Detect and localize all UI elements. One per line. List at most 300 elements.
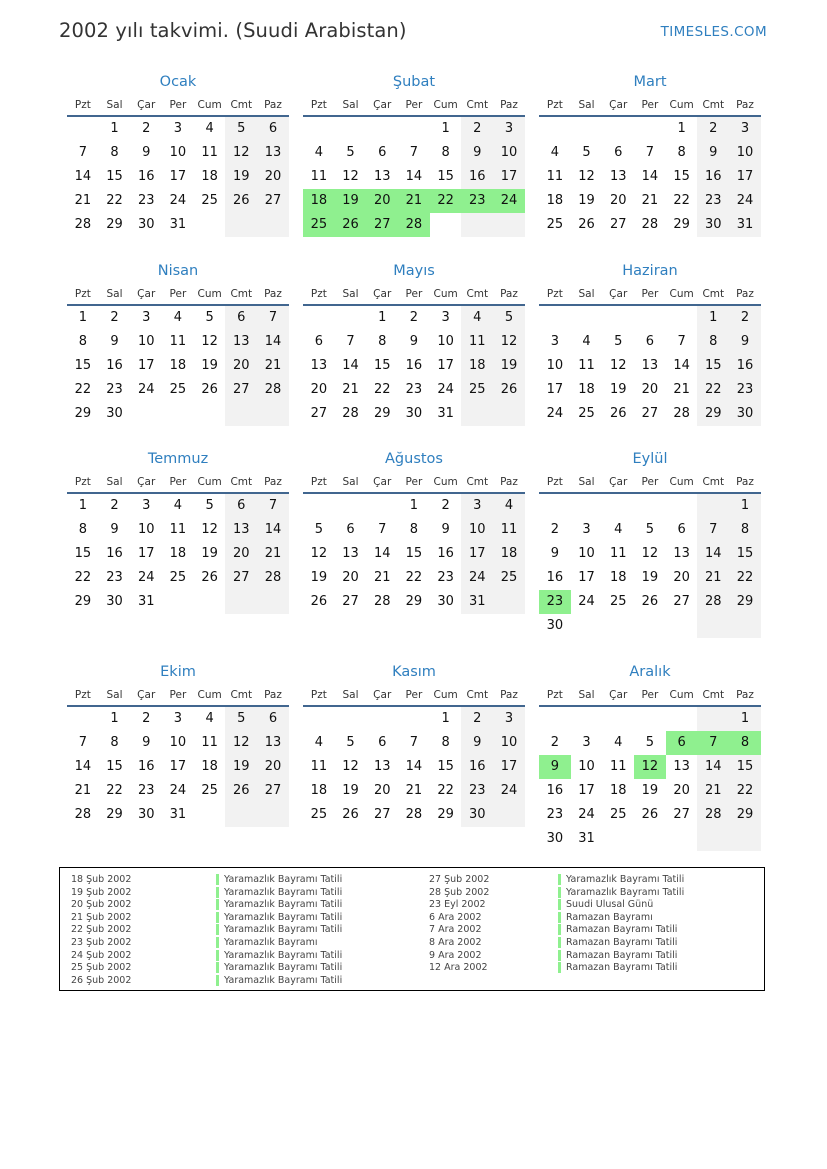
day-cell: 4 xyxy=(314,735,323,750)
day-cell: 28 xyxy=(673,406,690,421)
day-grid xyxy=(67,494,289,614)
day-cell: 15 xyxy=(437,759,454,774)
day-cell: 30 xyxy=(546,831,564,846)
day-cell: 28 xyxy=(373,594,391,609)
day-cell: 14 xyxy=(697,755,729,779)
day-cell: 4 xyxy=(173,498,183,513)
day-cell: 13 xyxy=(373,759,391,774)
weekday-label: Pzt xyxy=(310,476,327,488)
day-cell: 23 xyxy=(106,570,123,585)
legend-date: 24 Şub 2002 xyxy=(71,949,132,961)
day-cell: 12 xyxy=(342,759,359,774)
day-cell: 9 xyxy=(142,735,151,750)
empty-cell xyxy=(366,494,398,518)
day-cell: 5 xyxy=(614,334,623,349)
day-cell: 19 xyxy=(201,358,218,373)
day-cell: 8 xyxy=(110,735,119,750)
weekday-header xyxy=(303,282,525,306)
day-cell: 25 xyxy=(169,382,187,397)
day-cell: 29 xyxy=(74,594,92,609)
day-cell: 16 xyxy=(106,546,123,561)
day-cell: 20 xyxy=(673,570,690,585)
month-name: Nisan xyxy=(157,263,199,279)
day-cell: 6 xyxy=(225,494,257,518)
day-cell: 24 xyxy=(578,594,595,609)
weekday-label: Per xyxy=(169,476,187,488)
day-cell: 2 xyxy=(110,498,119,513)
day-cell: 22 xyxy=(74,570,92,585)
weekday-label: Sal xyxy=(106,689,123,701)
month-name: Mayıs xyxy=(393,263,435,279)
day-cell: 30 xyxy=(546,618,564,633)
legend-date: 25 Şub 2002 xyxy=(71,962,132,974)
legend-date: 20 Şub 2002 xyxy=(71,899,132,911)
day-cell: 11 xyxy=(201,735,218,750)
day-cell: 4 xyxy=(493,494,525,518)
weekday-label: Per xyxy=(641,476,659,488)
day-cell: 23 xyxy=(137,193,155,208)
day-cell: 18 xyxy=(609,783,627,798)
empty-cell xyxy=(461,402,493,426)
empty-cell xyxy=(67,117,99,141)
month-name: Eylül xyxy=(632,451,668,467)
day-cell: 26 xyxy=(225,779,257,803)
empty-cell xyxy=(430,213,462,237)
day-cell: 29 xyxy=(729,590,761,614)
day-cell: 29 xyxy=(106,217,123,232)
day-cell: 10 xyxy=(461,518,493,542)
day-cell: 12 xyxy=(201,334,218,349)
day-cell: 26 xyxy=(225,189,257,213)
day-cell: 20 xyxy=(257,165,289,189)
day-cell: 1 xyxy=(697,306,729,330)
empty-cell xyxy=(666,614,698,638)
empty-cell xyxy=(666,707,698,731)
day-cell: 9 xyxy=(697,141,729,165)
day-cell: 11 xyxy=(310,759,328,774)
day-cell: 28 xyxy=(74,807,92,822)
weekday-label: Sal xyxy=(342,689,359,701)
day-cell: 24 xyxy=(437,382,454,397)
empty-cell xyxy=(571,614,603,638)
empty-cell xyxy=(571,306,603,330)
day-cell: 14 xyxy=(257,330,289,354)
day-cell: 13 xyxy=(225,330,257,354)
day-cell: 25 xyxy=(578,406,595,421)
day-cell: 11 xyxy=(169,334,187,349)
day-cell: 22 xyxy=(697,378,729,402)
month-name: Şubat xyxy=(392,74,436,90)
day-cell: 21 xyxy=(373,570,391,585)
day-cell: 15 xyxy=(729,755,761,779)
day-cell: 2 xyxy=(409,310,419,325)
weekday-label: Per xyxy=(405,476,423,488)
weekday-label: Sal xyxy=(106,476,123,488)
weekday-header xyxy=(67,683,289,707)
weekday-label: Pzt xyxy=(310,288,327,300)
day-cell: 13 xyxy=(673,546,690,561)
day-cell: 19 xyxy=(578,193,595,208)
day-cell: 4 xyxy=(205,711,214,726)
day-cell: 12 xyxy=(342,169,359,184)
page-title: 2002 yılı takvimi. (Suudi Arabistan) xyxy=(59,19,407,42)
weekday-label: Paz xyxy=(500,99,518,111)
day-cell: 7 xyxy=(78,145,87,160)
day-cell: 21 xyxy=(257,354,289,378)
weekday-label: Çar xyxy=(609,689,628,701)
legend-date: 6 Ara 2002 xyxy=(429,911,482,923)
day-cell: 20 xyxy=(609,193,627,208)
day-cell: 9 xyxy=(461,141,493,165)
day-cell: 22 xyxy=(106,193,123,208)
day-cell: 10 xyxy=(169,735,187,750)
day-cell: 19 xyxy=(641,783,659,798)
day-cell: 6 xyxy=(378,145,387,160)
weekday-label: Pzt xyxy=(74,288,91,300)
weekday-label: Sal xyxy=(106,99,123,111)
day-cell: 21 xyxy=(398,189,430,213)
day-cell: 31 xyxy=(729,213,761,237)
empty-cell xyxy=(303,306,335,330)
legend-holiday-name: Suudi Ulusal Günü xyxy=(558,899,653,910)
legend-holiday-name: Yaramazlık Bayramı Tatili xyxy=(216,887,342,898)
day-cell: 21 xyxy=(74,193,92,208)
day-cell: 8 xyxy=(677,145,686,160)
weekday-header xyxy=(67,282,289,306)
empty-cell xyxy=(602,827,634,851)
weekday-label: Cmt xyxy=(466,288,489,300)
day-cell: 27 xyxy=(310,406,328,421)
day-cell: 1 xyxy=(78,310,87,325)
day-grid xyxy=(303,117,525,237)
legend-left-dates xyxy=(71,874,131,987)
day-cell: 1 xyxy=(677,121,686,136)
day-cell: 11 xyxy=(609,759,627,774)
day-cell: 13 xyxy=(673,759,690,774)
day-cell: 28 xyxy=(697,590,729,614)
day-cell: 13 xyxy=(310,358,328,373)
empty-cell xyxy=(303,707,335,731)
weekday-label: Per xyxy=(641,99,659,111)
day-cell: 24 xyxy=(493,189,525,213)
day-cell: 14 xyxy=(697,542,729,566)
day-cell: 29 xyxy=(405,594,423,609)
legend-date: 7 Ara 2002 xyxy=(429,924,482,936)
empty-cell xyxy=(225,213,257,237)
day-cell: 5 xyxy=(225,117,257,141)
day-cell: 28 xyxy=(74,217,92,232)
day-cell: 19 xyxy=(335,189,367,213)
empty-cell xyxy=(335,117,367,141)
day-cell: 22 xyxy=(405,570,423,585)
day-cell: 11 xyxy=(201,145,218,160)
weekday-label: Çar xyxy=(137,288,156,300)
weekday-header xyxy=(303,470,525,494)
day-cell: 7 xyxy=(697,731,729,755)
day-cell: 1 xyxy=(729,494,761,518)
day-cell: 9 xyxy=(461,731,493,755)
day-cell: 6 xyxy=(314,334,323,349)
day-cell: 3 xyxy=(493,117,525,141)
day-cell: 9 xyxy=(142,145,151,160)
day-cell: 6 xyxy=(614,145,623,160)
day-cell: 25 xyxy=(201,783,218,798)
legend-holiday-name: Ramazan Bayramı Tatili xyxy=(558,924,677,935)
weekday-label: Pzt xyxy=(310,689,327,701)
day-cell: 16 xyxy=(461,755,493,779)
empty-cell xyxy=(194,402,226,426)
day-cell: 12 xyxy=(310,546,328,561)
day-cell: 13 xyxy=(257,141,289,165)
day-cell: 18 xyxy=(310,783,328,798)
empty-cell xyxy=(697,707,729,731)
day-cell: 26 xyxy=(493,378,525,402)
weekday-label: Cmt xyxy=(230,99,253,111)
legend-holiday-name: Yaramazlık Bayramı Tatili xyxy=(216,912,342,923)
day-cell: 18 xyxy=(493,542,525,566)
day-cell: 17 xyxy=(729,165,761,189)
empty-cell xyxy=(493,402,525,426)
day-cell: 14 xyxy=(74,759,92,774)
weekday-label: Çar xyxy=(609,476,628,488)
day-cell: 27 xyxy=(225,566,257,590)
day-cell: 9 xyxy=(729,330,761,354)
day-cell: 27 xyxy=(641,406,659,421)
legend-holiday-name: Yaramazlık Bayramı Tatili xyxy=(558,874,684,885)
day-cell: 1 xyxy=(409,498,419,513)
legend-date: 9 Ara 2002 xyxy=(429,949,482,961)
legend-date: 19 Şub 2002 xyxy=(71,886,132,898)
day-cell: 23 xyxy=(437,570,454,585)
day-cell: 29 xyxy=(373,406,391,421)
empty-cell xyxy=(335,494,367,518)
day-cell: 31 xyxy=(169,807,187,822)
day-cell: 1 xyxy=(729,707,761,731)
day-cell: 1 xyxy=(441,121,450,136)
legend-holiday-name: Ramazan Bayramı Tatili xyxy=(558,950,677,961)
day-cell: 11 xyxy=(310,169,328,184)
weekday-header xyxy=(539,470,761,494)
weekday-label: Paz xyxy=(736,689,754,701)
day-cell: 14 xyxy=(74,169,92,184)
day-cell: 14 xyxy=(673,358,690,373)
day-cell: 10 xyxy=(578,759,595,774)
day-cell: 7 xyxy=(677,334,686,349)
day-cell: 7 xyxy=(409,735,419,750)
day-cell: 24 xyxy=(169,783,187,798)
day-cell: 10 xyxy=(493,731,525,755)
weekday-label: Pzt xyxy=(546,476,563,488)
legend-holiday-name: Yaramazlık Bayramı Tatili xyxy=(216,924,342,935)
day-cell: 28 xyxy=(257,566,289,590)
day-cell: 6 xyxy=(257,117,289,141)
weekday-label: Sal xyxy=(342,99,359,111)
day-cell: 12 xyxy=(225,141,257,165)
day-cell: 25 xyxy=(461,378,493,402)
day-cell: 17 xyxy=(578,783,595,798)
empty-cell xyxy=(539,494,571,518)
day-cell: 27 xyxy=(366,213,398,237)
day-cell: 19 xyxy=(201,546,218,561)
day-cell: 15 xyxy=(373,358,391,373)
weekday-label: Sal xyxy=(342,288,359,300)
day-cell: 16 xyxy=(106,358,123,373)
day-cell: 27 xyxy=(673,807,690,822)
day-cell: 5 xyxy=(582,145,591,160)
day-cell: 15 xyxy=(697,354,729,378)
day-cell: 17 xyxy=(137,546,155,561)
day-cell: 29 xyxy=(74,406,92,421)
day-cell: 7 xyxy=(257,306,289,330)
day-cell: 10 xyxy=(137,334,155,349)
weekday-header xyxy=(539,282,761,306)
day-cell: 16 xyxy=(697,165,729,189)
empty-cell xyxy=(257,803,289,827)
month-block xyxy=(67,448,289,614)
day-cell: 8 xyxy=(441,735,450,750)
day-cell: 3 xyxy=(173,711,183,726)
day-cell: 18 xyxy=(169,546,187,561)
day-cell: 12 xyxy=(493,330,525,354)
day-cell: 24 xyxy=(493,779,525,803)
day-cell: 4 xyxy=(461,306,493,330)
day-grid xyxy=(303,306,525,426)
weekday-label: Sal xyxy=(342,476,359,488)
empty-cell xyxy=(194,213,226,237)
day-cell: 1 xyxy=(78,498,87,513)
legend-holiday-name: Yaramazlık Bayramı Tatili xyxy=(216,950,342,961)
empty-cell xyxy=(162,402,194,426)
day-cell: 6 xyxy=(666,731,698,755)
day-cell: 26 xyxy=(310,594,328,609)
day-cell: 11 xyxy=(169,522,187,537)
day-cell: 8 xyxy=(378,334,387,349)
empty-cell xyxy=(602,614,634,638)
empty-cell xyxy=(697,614,729,638)
empty-cell xyxy=(539,306,571,330)
day-cell: 24 xyxy=(137,382,155,397)
day-cell: 2 xyxy=(729,306,761,330)
day-cell: 2 xyxy=(110,310,119,325)
day-cell: 6 xyxy=(677,522,686,537)
legend-holiday-name: Ramazan Bayramı Tatili xyxy=(558,962,677,973)
day-cell: 15 xyxy=(106,169,123,184)
weekday-header xyxy=(539,683,761,707)
empty-cell xyxy=(602,707,634,731)
weekday-label: Paz xyxy=(500,288,518,300)
day-grid xyxy=(67,117,289,237)
day-cell: 16 xyxy=(137,169,155,184)
weekday-label: Pzt xyxy=(74,476,91,488)
holiday-legend xyxy=(59,867,765,991)
empty-cell xyxy=(634,306,666,330)
weekday-label: Sal xyxy=(578,476,595,488)
weekday-label: Per xyxy=(641,689,659,701)
empty-cell xyxy=(634,827,666,851)
weekday-label: Pzt xyxy=(74,689,91,701)
brand-link[interactable]: TIMESLES.COM xyxy=(660,24,767,40)
month-name: Ağustos xyxy=(385,451,443,467)
day-cell: 7 xyxy=(378,522,387,537)
weekday-label: Cum xyxy=(433,99,458,111)
weekday-label: Pzt xyxy=(74,99,91,111)
day-cell: 10 xyxy=(137,522,155,537)
weekday-header xyxy=(67,93,289,117)
day-cell: 1 xyxy=(110,121,119,136)
weekday-label: Sal xyxy=(578,689,595,701)
day-cell: 21 xyxy=(257,542,289,566)
empty-cell xyxy=(398,117,430,141)
weekday-label: Paz xyxy=(736,99,754,111)
day-cell: 25 xyxy=(303,213,335,237)
day-cell: 3 xyxy=(582,735,591,750)
day-cell: 26 xyxy=(578,217,595,232)
legend-date: 21 Şub 2002 xyxy=(71,911,132,923)
day-cell: 12 xyxy=(634,755,666,779)
month-block xyxy=(67,260,289,426)
day-cell: 31 xyxy=(578,831,595,846)
weekday-label: Paz xyxy=(500,689,518,701)
day-cell: 27 xyxy=(257,189,289,213)
weekday-label: Per xyxy=(405,288,423,300)
empty-cell xyxy=(303,117,335,141)
empty-cell xyxy=(697,494,729,518)
day-cell: 18 xyxy=(201,169,218,184)
day-cell: 13 xyxy=(373,169,391,184)
month-name: Aralık xyxy=(629,664,671,680)
day-cell: 18 xyxy=(201,759,218,774)
day-cell: 30 xyxy=(437,594,454,609)
day-cell: 21 xyxy=(342,382,359,397)
day-cell: 11 xyxy=(461,330,493,354)
day-cell: 30 xyxy=(697,213,729,237)
weekday-label: Sal xyxy=(578,288,595,300)
day-cell: 1 xyxy=(110,711,119,726)
day-cell: 18 xyxy=(303,189,335,213)
day-cell: 18 xyxy=(578,382,595,397)
month-block xyxy=(303,260,525,426)
day-cell: 5 xyxy=(346,145,355,160)
day-cell: 20 xyxy=(673,783,690,798)
empty-cell xyxy=(634,117,666,141)
empty-cell xyxy=(571,494,603,518)
weekday-label: Cum xyxy=(669,689,694,701)
day-cell: 9 xyxy=(110,522,119,537)
weekday-header xyxy=(67,470,289,494)
day-cell: 31 xyxy=(169,217,187,232)
weekday-label: Çar xyxy=(373,476,392,488)
empty-cell xyxy=(493,803,525,827)
day-cell: 13 xyxy=(342,546,359,561)
month-block xyxy=(303,448,525,614)
day-cell: 17 xyxy=(137,358,155,373)
weekday-label: Cum xyxy=(669,476,694,488)
empty-cell xyxy=(571,117,603,141)
weekday-label: Per xyxy=(169,288,187,300)
weekday-label: Cum xyxy=(197,99,222,111)
month-block xyxy=(539,661,761,851)
legend-holiday-name: Yaramazlık Bayramı Tatili xyxy=(216,899,342,910)
day-cell: 15 xyxy=(74,358,92,373)
day-cell: 3 xyxy=(142,498,151,513)
weekday-label: Çar xyxy=(373,689,392,701)
day-cell: 18 xyxy=(546,193,564,208)
day-cell: 23 xyxy=(729,378,761,402)
day-cell: 2 xyxy=(461,117,493,141)
day-cell: 5 xyxy=(314,522,323,537)
day-grid xyxy=(67,707,289,827)
day-cell: 11 xyxy=(609,546,627,561)
